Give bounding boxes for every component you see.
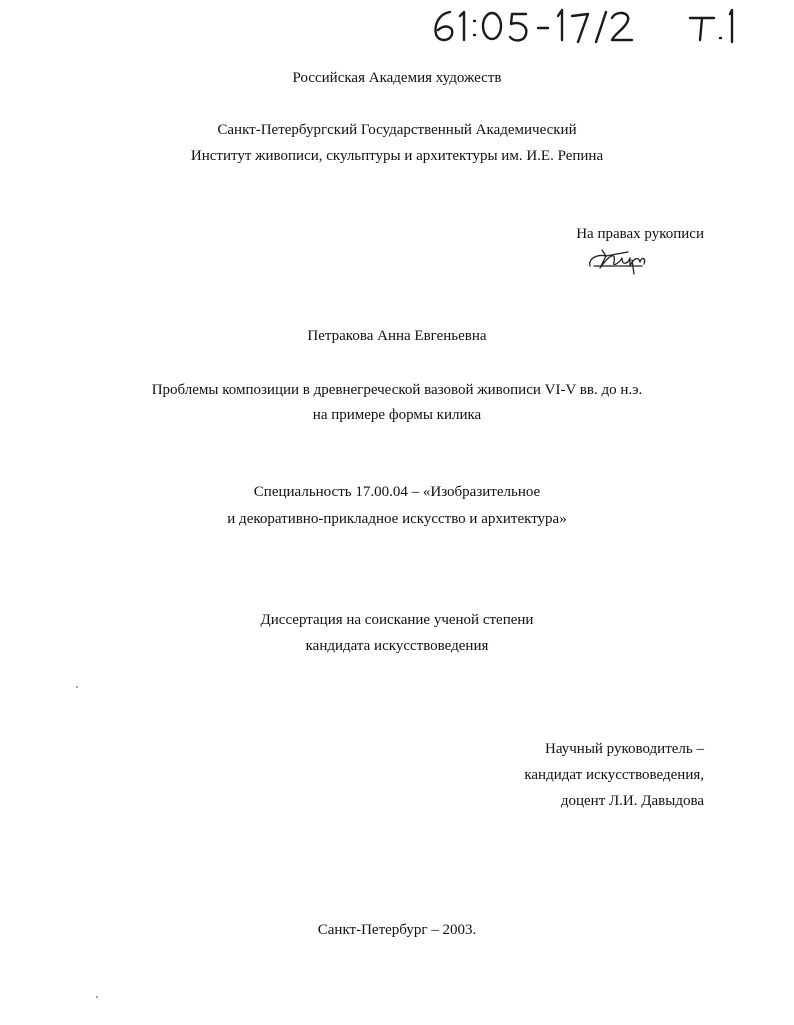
author-name: Петракова Анна Евгеньевна [307,328,487,344]
degree-line-2: кандидата искусствоведения [305,638,489,654]
title-line-2: на примере формы килика [312,407,482,423]
place-year: Санкт-Петербург – 2003. [317,922,477,938]
specialty-line-2: и декоративно-прикладное искусство и архитектура» [227,511,567,527]
institute-line-1: Санкт-Петербургский Государственный Академический [217,122,577,138]
handwritten-signature [586,244,652,278]
manuscript-note: На правах рукописи [576,226,704,242]
supervisor-line-2: кандидат искусствоведения, [524,767,704,783]
degree-line-1: Диссертация на соискание ученой степени [260,612,534,628]
institute-line-2: Институт живописи, скульптуры и архитектуры им. И.Е. Репина [190,148,604,164]
academy-name: Российская Академия художеств [292,70,502,86]
signature-drawing [586,244,652,278]
specialty-line-1: Специальность 17.00.04 – «Изобразительное [253,484,541,500]
title-line-1: Проблемы композиции в древнегреческой вазовой живописи VI-V вв. до н.э. [151,382,643,398]
supervisor-line-1: Научный руководитель – [545,741,704,757]
handwritten-code-drawing [428,4,748,48]
scan-speck [96,996,98,998]
handwritten-registry-code [428,4,748,48]
supervisor-line-3: доцент Л.И. Давыдова [560,793,704,809]
scan-speck [76,686,78,688]
